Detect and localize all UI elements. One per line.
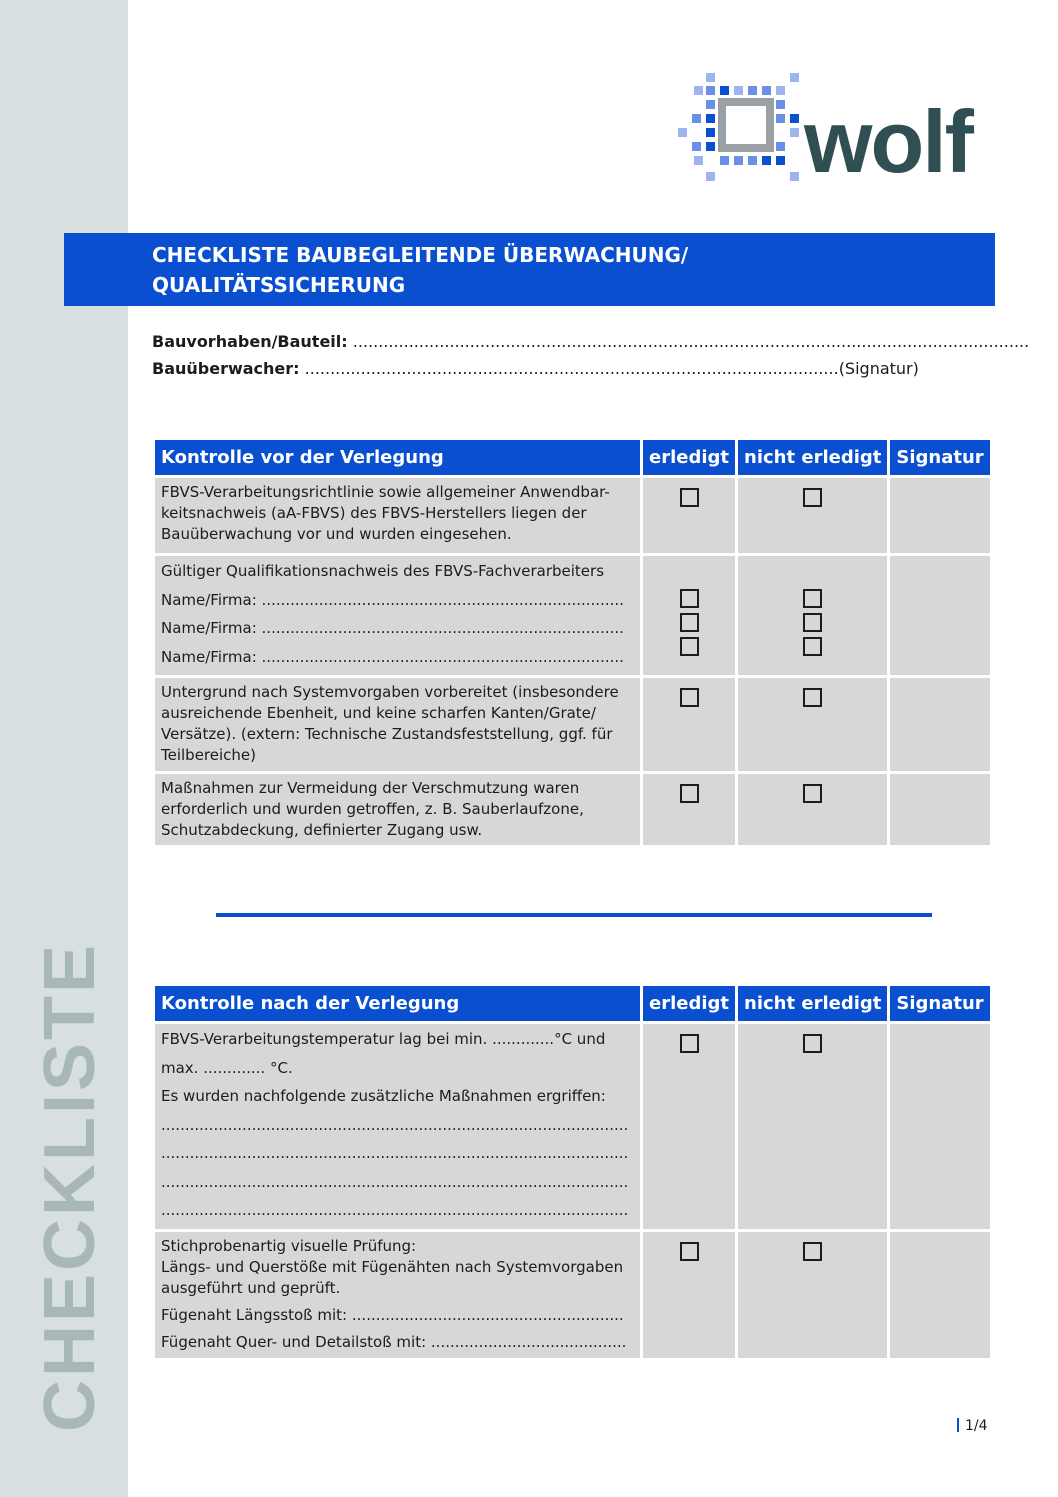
not-done-checkbox[interactable] bbox=[803, 589, 822, 608]
done-cell bbox=[643, 1232, 735, 1358]
page-number-marker bbox=[957, 1418, 959, 1432]
done-checkbox[interactable] bbox=[680, 1034, 699, 1053]
table-row bbox=[155, 556, 990, 675]
project-field[interactable] bbox=[152, 332, 1029, 351]
done-checkbox[interactable] bbox=[680, 637, 699, 656]
temperature-field[interactable]: FBVS-Verarbeitungstemperatur lag bei min. .............°C und bbox=[161, 1030, 606, 1048]
header-control-after: Kontrolle nach der Verlegung bbox=[155, 986, 640, 1021]
not-done-cell bbox=[738, 478, 887, 553]
row-text-line: Versätze). (extern: Technische Zustandsfeststellung, ggf. für bbox=[161, 725, 613, 743]
header-not-done: nicht erledigt bbox=[738, 986, 887, 1021]
row-text-line: ausgeführt und geprüft. bbox=[161, 1278, 341, 1297]
header-signature: Signatur bbox=[890, 986, 989, 1021]
row-text-line: Untergrund nach Systemvorgaben vorbereitet (insbesondere bbox=[161, 683, 619, 701]
row-text-line: Stichprobenartig visuelle Prüfung: bbox=[161, 1236, 417, 1255]
header-done: erledigt bbox=[643, 440, 735, 475]
row-text bbox=[155, 1232, 640, 1358]
page-number-text: 1/4 bbox=[965, 1418, 988, 1434]
seam-transverse-field[interactable]: Fügenaht Quer- und Detailstoß mit: ......................................... bbox=[161, 1332, 627, 1351]
name-firm-field[interactable]: Name/Firma: ............................................................................ bbox=[161, 619, 624, 637]
done-cell bbox=[643, 678, 735, 771]
done-checkbox[interactable] bbox=[680, 1242, 699, 1261]
row-text-line: ausreichende Ebenheit, und keine scharfen Kanten/Grate/ bbox=[161, 704, 596, 722]
not-done-cell bbox=[738, 556, 887, 675]
signature-cell[interactable] bbox=[890, 478, 989, 553]
measures-field[interactable]: .................................................................................................. bbox=[161, 1201, 629, 1219]
row-text bbox=[155, 774, 640, 845]
not-done-checkbox[interactable] bbox=[803, 488, 822, 507]
table-header-row bbox=[155, 986, 990, 1021]
table-before-installation bbox=[152, 437, 993, 848]
measures-field[interactable]: .................................................................................................. bbox=[161, 1115, 629, 1134]
row-text bbox=[155, 678, 640, 771]
not-done-checkbox[interactable] bbox=[803, 1034, 822, 1053]
done-cell bbox=[643, 478, 735, 553]
done-cell bbox=[643, 1024, 735, 1229]
supervisor-label: Bauüberwacher: bbox=[152, 359, 300, 378]
not-done-cell bbox=[738, 1024, 887, 1229]
temperature-field[interactable]: max. ............. °C. bbox=[161, 1058, 293, 1077]
done-checkbox[interactable] bbox=[680, 488, 699, 507]
done-checkbox[interactable] bbox=[680, 688, 699, 707]
row-text-line: erforderlich und wurden getroffen, z. B. Sauberlaufzone, bbox=[161, 800, 584, 818]
measures-field[interactable]: .................................................................................................. bbox=[161, 1172, 629, 1191]
measures-field[interactable]: .................................................................................................. bbox=[161, 1144, 629, 1162]
done-checkbox[interactable] bbox=[680, 613, 699, 632]
name-firm-field[interactable]: Name/Firma: ............................................................................ bbox=[161, 647, 624, 666]
project-dots: ..................................................................................................................................... bbox=[352, 332, 1030, 351]
not-done-checkbox[interactable] bbox=[803, 1242, 822, 1261]
signature-cell[interactable] bbox=[890, 556, 989, 675]
not-done-checkbox[interactable] bbox=[803, 613, 822, 632]
row-text-line: Teilbereiche) bbox=[161, 746, 256, 764]
table-header-row bbox=[155, 440, 990, 475]
header-signature: Signatur bbox=[890, 440, 989, 475]
header-done: erledigt bbox=[643, 986, 735, 1021]
signature-cell[interactable] bbox=[890, 678, 989, 771]
supervisor-field[interactable] bbox=[152, 359, 919, 378]
not-done-cell bbox=[738, 1232, 887, 1358]
logo-wordmark: wolf bbox=[804, 92, 972, 191]
signature-cell[interactable] bbox=[890, 1024, 989, 1229]
vertical-label: CHECKLISTE bbox=[30, 941, 110, 1432]
table-row bbox=[155, 678, 990, 771]
signature-cell[interactable] bbox=[890, 774, 989, 845]
done-checkbox[interactable] bbox=[680, 784, 699, 803]
table-row bbox=[155, 1232, 990, 1358]
page-number bbox=[957, 1418, 988, 1434]
header-not-done: nicht erledigt bbox=[738, 440, 887, 475]
row-text bbox=[155, 478, 640, 553]
row-text-line: Bauüberwachung vor und wurden eingesehen. bbox=[161, 525, 512, 543]
page-title-line-2: QUALITÄTSSICHERUNG bbox=[152, 273, 406, 297]
project-label: Bauvorhaben/Bauteil: bbox=[152, 332, 348, 351]
signature-hint: (Signatur) bbox=[838, 359, 919, 378]
row-text bbox=[155, 1024, 640, 1229]
row-text-line: Es wurden nachfolgende zusätzliche Maßnahmen ergriffen: bbox=[161, 1087, 606, 1105]
done-cell bbox=[643, 556, 735, 675]
table-row bbox=[155, 478, 990, 553]
name-firm-field[interactable]: Name/Firma: ............................................................................ bbox=[161, 590, 624, 609]
not-done-checkbox[interactable] bbox=[803, 688, 822, 707]
section-divider bbox=[216, 913, 932, 917]
not-done-cell bbox=[738, 678, 887, 771]
row-text-line: Schutzabdeckung, definierter Zugang usw. bbox=[161, 821, 483, 839]
table-after-installation bbox=[152, 983, 993, 1361]
seam-longitudinal-field[interactable]: Fügenaht Längsstoß mit: ......................................................... bbox=[161, 1305, 624, 1324]
row-text-line: Längs- und Querstöße mit Fügenähten nach Systemvorgaben bbox=[161, 1257, 624, 1276]
table-row bbox=[155, 1024, 990, 1229]
row-text-line: Gültiger Qualifikationsnachweis des FBVS-Fachverarbeiters bbox=[161, 562, 605, 580]
done-cell bbox=[643, 774, 735, 845]
row-text bbox=[155, 556, 640, 675]
supervisor-dots: ......................................................................................................... bbox=[304, 359, 839, 378]
row-text-line: Maßnahmen zur Vermeidung der Verschmutzung waren bbox=[161, 779, 580, 797]
row-text-line: keitsnachweis (aA-FBVS) des FBVS-Herstellers liegen der bbox=[161, 504, 587, 522]
not-done-checkbox[interactable] bbox=[803, 784, 822, 803]
header-control-before: Kontrolle vor der Verlegung bbox=[155, 440, 640, 475]
signature-cell[interactable] bbox=[890, 1232, 989, 1358]
done-checkbox[interactable] bbox=[680, 589, 699, 608]
page-title-line-1: CHECKLISTE BAUBEGLEITENDE ÜBERWACHUNG/ bbox=[152, 243, 689, 267]
not-done-cell bbox=[738, 774, 887, 845]
not-done-checkbox[interactable] bbox=[803, 637, 822, 656]
table-row bbox=[155, 774, 990, 845]
row-text-line: FBVS-Verarbeitungsrichtlinie sowie allgemeiner Anwendbar- bbox=[161, 483, 610, 501]
